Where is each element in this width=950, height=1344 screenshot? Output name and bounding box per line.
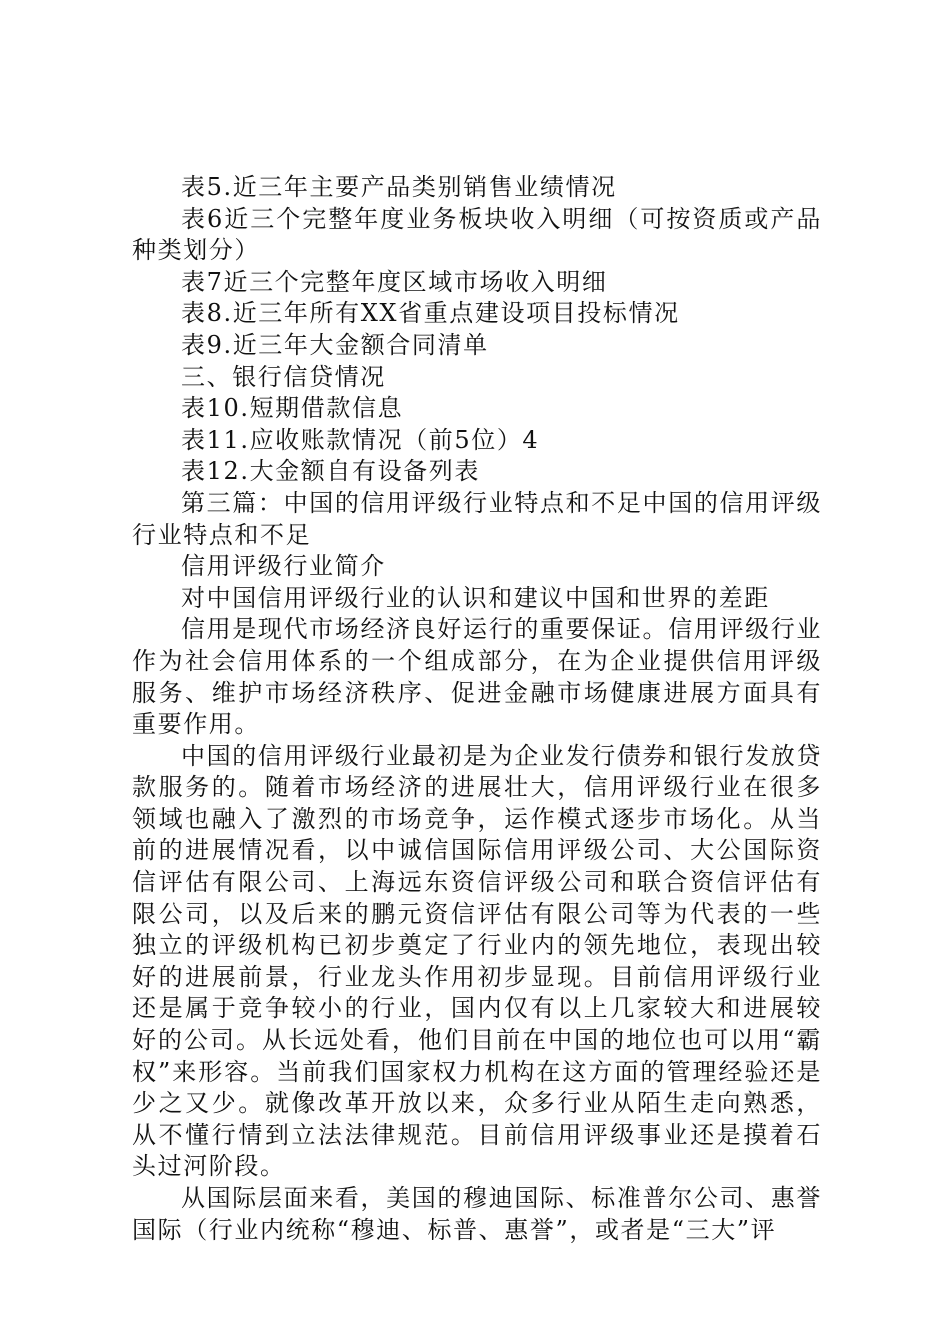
subheading-intro: 信用评级行业简介 bbox=[181, 552, 386, 581]
body-paragraph: 信用是现代市场经济良好运行的重要保证。信用评级行业作为社会信用体系的一个组成部分，在为企业提供信用评级服务、维护市场经济秩序、促进金融市场健康进展方面具有重要作用。 bbox=[132, 615, 822, 739]
body-paragraph: 从国际层面来看，美国的穆迪国际、标准普尔公司、惠誉国际（行业内统称“穆迪、标普、惠誉”，或者是“三大”评 bbox=[132, 1184, 822, 1244]
paragraph-table-9: 表9.近三年大金额合同清单 bbox=[181, 330, 489, 359]
document-body bbox=[132, 172, 822, 1246]
paragraph-table-7: 表7近三个完整年度区域市场收入明细 bbox=[181, 267, 608, 296]
section-heading-bank-credit: 三、银行信贷情况 bbox=[181, 362, 386, 391]
chapter-title: 第三篇：中国的信用评级行业特点和不足中国的信用评级行业特点和不足 bbox=[132, 488, 822, 549]
paragraph-table-10: 表10.短期借款信息 bbox=[181, 394, 404, 423]
paragraph-table-12: 表12.大金额自有设备列表 bbox=[181, 457, 480, 486]
paragraph-table-6: 表6近三个完整年度业务板块收入明细（可按资质或产品种类划分） bbox=[132, 204, 822, 265]
subheading-gap: 对中国信用评级行业的认识和建议中国和世界的差距 bbox=[181, 583, 770, 612]
paragraph-table-8: 表8.近三年所有XX省重点建设项目投标情况 bbox=[181, 299, 680, 328]
paragraph-table-11: 表11.应收账款情况（前5位）4 bbox=[181, 425, 540, 454]
paragraph-table-5: 表5.近三年主要产品类别销售业绩情况 bbox=[181, 173, 617, 201]
body-paragraph: 中国的信用评级行业最初是为企业发行债券和银行发放贷款服务的。随着市场经济的进展壮大，信用评级行业在很多领域也融入了激烈的市场竞争，运作模式逐步市场化。从当前的进展情况看，以中诚信国际信用评级公司、大公国际资信评估有限公司、上海远东资信评级公司和联合资信评估有限公司，以及后来的鹏元资信评估有限公司等为代表的一些独立的评级机构已初步奠定了行业内的领先地位，表现出较好的进展前景，行业龙头作用初步显现。目前信用评级行业还是属于竞争较小的行业，国内仅有以上几家较大和进展较好的公司。从长远处看，他们目前在中国的地位也可以用“霸权”来形容。当前我们国家权力机构在这方面的管理经验还是少之又少。就像改革开放以来，众多行业从陌生走向熟悉，从不懂行情到立法法律规范。目前信用评级事业还是摸着石头过河阶段。 bbox=[132, 741, 822, 1181]
